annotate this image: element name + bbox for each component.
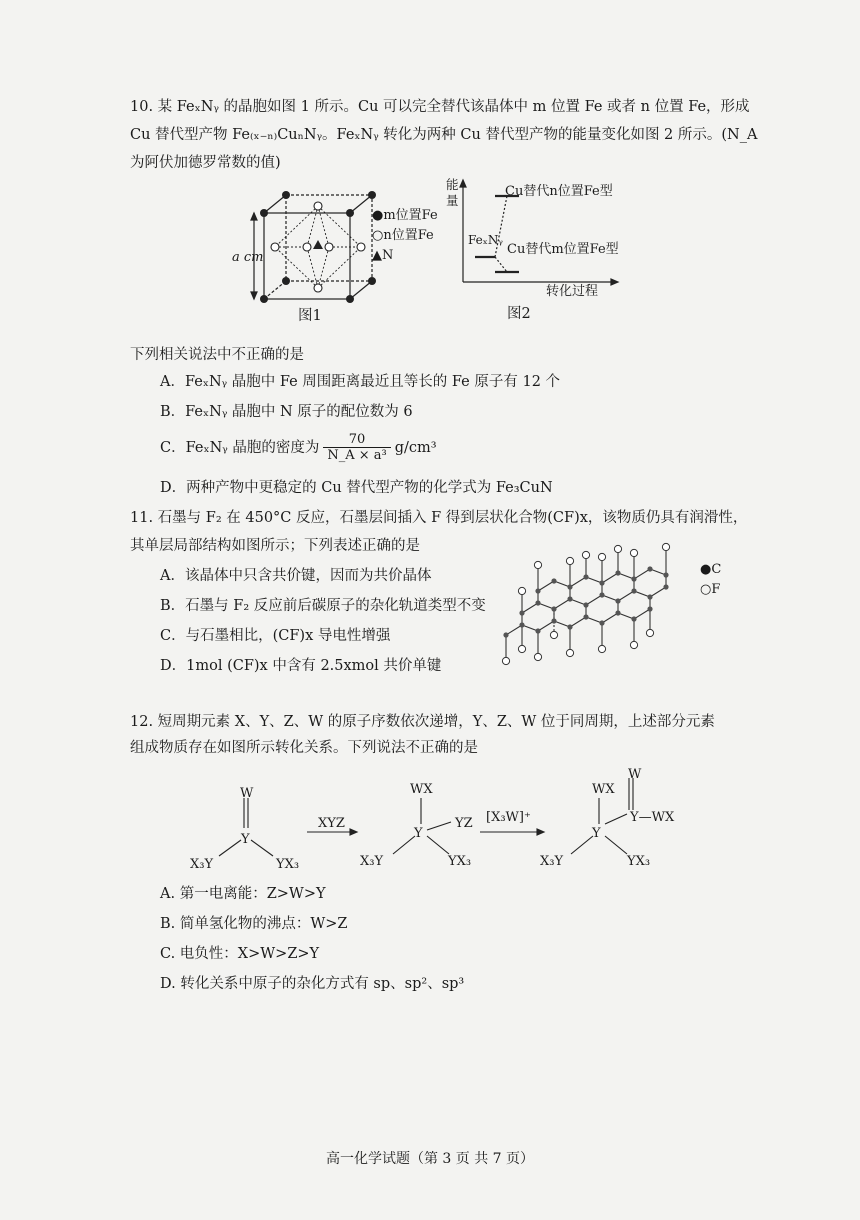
m2-left: X₃Y [360,854,384,869]
m2-right: YX₃ [448,854,472,869]
page-footer: 高一化学试题（第 3 页 共 7 页） [325,1151,535,1167]
q11-option-c: C．与石墨相比，(CF)x 导电性增强 [160,628,391,644]
figure2-xaxis-label: 转化过程 [546,284,599,299]
figure1-legend-m: ●m位置Fe [372,208,438,223]
q10-option-c-numerator: 70 [323,432,390,448]
cf-legend-fluorine: ○F [700,582,721,597]
m2-top: WX [410,782,433,797]
m3-right: YX₃ [627,854,651,869]
figure1-legend-n: ○n位置Fe [372,228,434,243]
m1-center: Y [241,832,250,847]
m3-left: X₃Y [540,854,564,869]
q10-option-c-unit: g/cm³ [394,439,437,456]
q10-line2: Cu 替代型产物 Fe₍ₓ₋ₙ₎CuₙNᵧ。FeₓNᵧ 转化为两种 Cu 替代型产物的能量变化如图 2 所示。(N_A [130,127,758,143]
q10-option-d: D．两种产物中更稳定的 Cu 替代型产物的化学式为 Fe₃CuN [160,480,553,496]
q10-option-c-fraction [323,432,390,463]
m3-top1: WX [592,782,615,797]
figure2-level-m: Cu替代m位置Fe型 [507,242,619,257]
q12-option-a: A. 第一电离能：Z>W>Y [160,886,326,902]
m1-top: W [240,786,254,801]
cf-layer-structure [492,535,692,685]
q11-line2: 其单层局部结构如图所示；下列表述正确的是 [130,538,420,554]
m3-top2: W [628,767,642,782]
q10-option-c-denominator: N_A × a³ [327,448,387,463]
m3-sub: Y—WX [630,810,675,825]
figure2-caption: 图2 [507,306,531,322]
q10-stem: 下列相关说法中不正确的是 [130,347,304,363]
q10-option-b: B．FeₓNᵧ 晶胞中 N 原子的配位数为 6 [160,404,413,420]
q10-option-c [160,432,437,463]
q11-option-a: A．该晶体中只含共价键，因而为共价晶体 [160,568,432,584]
q10-option-a: A．FeₓNᵧ 晶胞中 Fe 周围距离最近且等长的 Fe 原子有 12 个 [160,374,561,390]
figure1-edge-label: a cm [232,250,264,265]
figure1-legend-N: ▲N [372,248,394,263]
q12-line1: 12. 短周期元素 X、Y、Z、W 的原子序数依次递增，Y、Z、W 位于同周期，上述部分元素 [130,714,715,730]
q11-option-d: D．1mol (CF)x 中含有 2.5xmol 共价单键 [160,658,442,674]
m2-center: Y [414,826,423,841]
q12-option-c: C. 电负性：X>W>Z>Y [160,946,320,962]
figure2-level-n: Cu替代n位置Fe型 [505,184,613,199]
m2-sub: YZ [455,816,473,831]
m1-left: X₃Y [190,857,214,872]
q12-line2: 组成物质存在如图所示转化关系。下列说法不正确的是 [130,740,478,756]
q12-option-d: D. 转化关系中原子的杂化方式有 sp、sp²、sp³ [160,976,465,992]
arrow1-label: XYZ [318,816,345,831]
q10-line3: 为阿伏加德罗常数的值) [130,155,281,171]
q11-line1: 11. 石墨与 F₂ 在 450°C 反应，石墨层间插入 F 得到层状化合物(CF)x，该物质仍具有润滑性， [130,510,748,526]
q11-option-b: B．石墨与 F₂ 反应前后碳原子的杂化轨道类型不变 [160,598,486,614]
cf-legend-carbon: ●C [700,562,722,577]
figure2-yaxis-label: 能量 [446,177,459,208]
q12-option-b: B. 简单氢化物的沸点：W>Z [160,916,348,932]
q10-line1: 10. 某 FeₓNᵧ 的晶胞如图 1 所示。Cu 可以完全替代该晶体中 m 位置 Fe 或者 n 位置 Fe，形成 [130,99,750,115]
figure2-level-start: FeₓNᵧ [468,233,503,247]
m1-right: YX₃ [276,857,300,872]
arrow2-label: [X₃W]⁺ [486,810,531,825]
q10-option-c-prefix: C．FeₓNᵧ 晶胞的密度为 [160,439,320,456]
m3-center: Y [592,826,601,841]
figure1-caption: 图1 [298,308,322,324]
